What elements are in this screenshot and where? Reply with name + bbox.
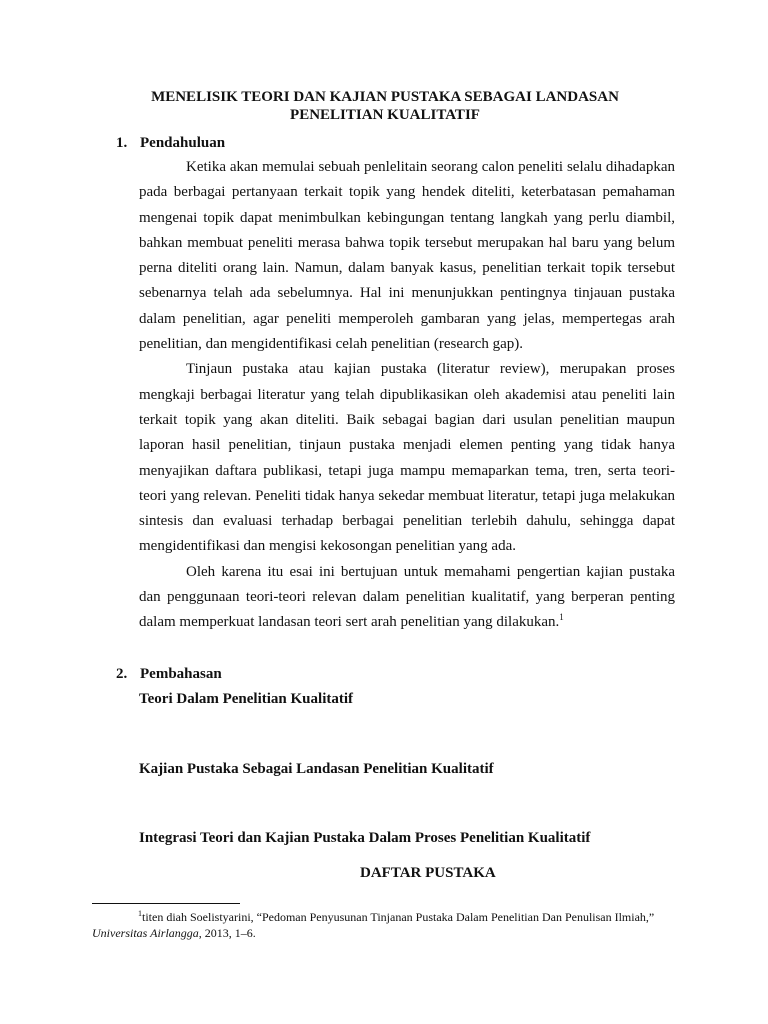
footnote-separator: [92, 903, 240, 904]
footnote-source: Universitas Airlangga: [92, 926, 199, 940]
section-title: Pendahuluan: [140, 135, 226, 151]
title-line-1: MENELISIK TEORI DAN KAJIAN PUSTAKA SEBAGAI LANDASAN: [151, 89, 619, 105]
references-heading: DAFTAR PUSTAKA: [360, 865, 496, 881]
body-paragraph: [139, 560, 675, 636]
subheading-integrasi: Integrasi Teori dan Kajian Pustaka Dalam Proses Penelitian Kualitatif: [139, 830, 591, 846]
intro-body: [139, 155, 675, 636]
section-number: 2.: [116, 666, 128, 682]
section-number: 1.: [116, 135, 128, 151]
document-title: [120, 88, 650, 124]
footnote-reference[interactable]: 1: [559, 612, 564, 623]
footnote: [92, 906, 662, 941]
section-heading-pembahasan: [116, 665, 222, 683]
footnote-text: titen diah Soelistyarini, “Pedoman Penyusunan Tinjanan Pustaka Dalam Penelitian Dan Penulisan Ilmiah,”: [142, 910, 655, 924]
title-line-2: PENELITIAN KUALITATIF: [290, 107, 480, 123]
paragraph-text: Oleh karena itu esai ini bertujuan untuk memahami pengertian kajian pustaka dan penggunaan teori-teori relevan dalam penelitian kualitatif, yang berperan penting dalam memperkuat landasan teori sert arah penelitian yang dilakukan.: [139, 563, 675, 631]
section-title: Pembahasan: [140, 666, 222, 682]
subheading-teori: Teori Dalam Penelitian Kualitatif: [139, 691, 354, 707]
subheading-kajian-pustaka: Kajian Pustaka Sebagai Landasan Penelitian Kualitatif: [139, 761, 494, 777]
body-paragraph: Tinjaun pustaka atau kajian pustaka (literatur review), merupakan proses mengkaji berbagai literatur yang telah dipublikasikan oleh akademisi atau peneliti lain terkait topik yang akan diteliti. Baik sebagai bagian dari usulan penelitian maupun laporan hasil penelitian, tinjaun pustaka menjadi elemen penting yang tidak hanya menyajikan daftara publikasi, tetapi juga mampu memaparkan tema, tren, serta teori-teori yang relevan. Peneliti tidak hanya sekedar membuat literatur, tetapi juga melakukan sintesis dan evaluasi terhadap berbagai penelitian terlebih dahulu, sehingga dapat mengidentifikasi dan mengisi kekosongan penelitian yang ada.: [139, 361, 675, 555]
body-paragraph: Ketika akan memulai sebuah penlelitain seorang calon peneliti selalu dihadapkan pada berbagai pertanyaan terkait topik yang hendek diteliti, keterbatasan pemahaman mengenai topik dapat menimbulkan kebingungan tentang langkah yang perlu diambil, bahkan membuat peneliti merasa bahwa topik tersebut merupakan hal baru yang belum perna diteliti orang lain. Namun, dalam banyak kasus, penelitian terkait topik tersebut sebenarnya telah ada sebelumnya. Hal ini menunjukkan pentingnya tinjauan pustaka dalam penelitian, agar peneliti memperoleh gambaran yang jelas, mempertegas arah penelitian, dan mengidentifikasi celah penelitian (research gap).: [139, 159, 675, 353]
footnote-pages: , 2013, 1–6.: [198, 926, 256, 940]
footnote-marker: 1: [138, 909, 142, 918]
section-heading-pendahuluan: [116, 134, 225, 152]
